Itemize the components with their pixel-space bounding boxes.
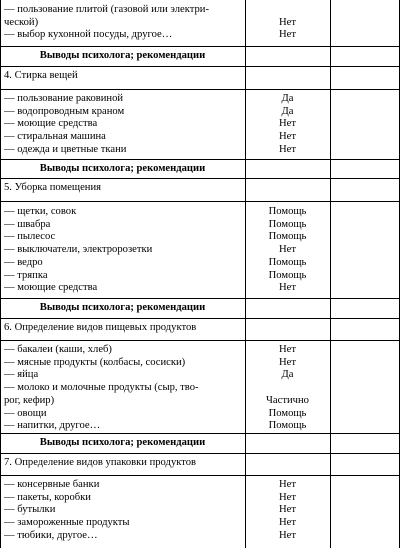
list-item: — моющие средства [4,282,98,294]
section-title: 5. Уборка помещения [4,182,101,193]
row-divider [0,46,400,47]
item-value: Нет [279,16,296,28]
item-value: Нет [279,282,296,294]
item-value: Нет [279,143,296,155]
list-item: ческой) [4,16,39,28]
conclusions-label: Выводы психолога; рекомендации [39,437,206,448]
row-divider [0,66,400,67]
row-divider [0,433,400,434]
section-title: 4. Стирка вещей [4,70,78,81]
list-item: — пылесос [4,231,56,243]
item-value: Нет [279,504,296,516]
list-item: — бакалеи (каши, хлеб) [4,344,112,355]
item-value: Частично [266,394,309,406]
row-divider [0,89,400,90]
list-item: — мясные продукты (колбасы, сосиски) [4,356,186,368]
item-value: Да [281,369,294,381]
item-value: Нет [279,529,296,541]
list-item: — щетки, совок [4,206,77,217]
list-item: — стиральная машина [4,131,106,143]
item-value: Нет [279,118,296,130]
list-item: — замороженные продукты [4,517,130,529]
list-item: — молоко и молочные продукты (сыр, тво- [4,382,199,394]
list-item: — яйца [4,369,39,381]
list-item: — выключатели, электророзетки [4,244,153,256]
list-item: — пакеты, коробки [4,491,91,503]
list-item: — тряпка [4,269,48,281]
list-item: — консервные банки [4,479,100,490]
item-value: Нет [279,479,296,490]
list-item: — швабра [4,218,51,230]
list-item: — водопроводным краном [4,105,125,117]
row-divider [0,298,400,299]
item-value: Помощь [268,256,307,268]
item-value: Нет [279,517,296,529]
list-item: — пользование раковиной [4,93,124,104]
column-border-notes [330,0,331,548]
row-divider [0,453,400,454]
row-divider [0,159,400,160]
list-item: — тюбики, другое… [4,529,98,541]
list-item: — бутылки [4,504,56,516]
list-item: — ведро [4,256,43,268]
list-item: — выбор кухонной посуды, другое… [4,29,173,40]
list-item: рог, кефир) [4,394,55,406]
conclusions-label: Выводы психолога; рекомендации [39,302,206,313]
row-divider [0,201,400,202]
section-title: 6. Определение видов пищевых продуктов [4,322,197,333]
row-divider [0,318,400,319]
conclusions-label: Выводы психолога; рекомендации [39,50,206,61]
list-item: — напитки, другое… [4,420,101,432]
section-title: 7. Определение видов упаковки продуктов [4,457,197,468]
item-value: Помощь [268,420,307,432]
item-value: Помощь [268,231,307,243]
list-item: — одежда и цветные ткани [4,143,127,155]
item-value: Нет [279,244,296,256]
item-value: Помощь [268,206,307,217]
row-divider [0,178,400,179]
conclusions-label: Выводы психолога; рекомендации [39,163,206,174]
column-border-left [0,0,1,548]
item-value: Нет [279,344,296,355]
item-value: Нет [279,356,296,368]
list-item: — пользование плитой (газовой или электри- [4,4,210,15]
item-value: Нет [279,131,296,143]
row-divider [0,475,400,476]
item-value: Да [281,93,294,104]
item-value: Помощь [268,407,307,419]
item-value: Помощь [268,218,307,230]
item-value: Помощь [268,269,307,281]
row-divider [0,340,400,341]
item-value: Нет [279,491,296,503]
item-value: Да [281,105,294,117]
item-value: Нет [279,29,296,40]
list-item: — овощи [4,407,47,419]
list-item: — моющие средства [4,118,98,130]
